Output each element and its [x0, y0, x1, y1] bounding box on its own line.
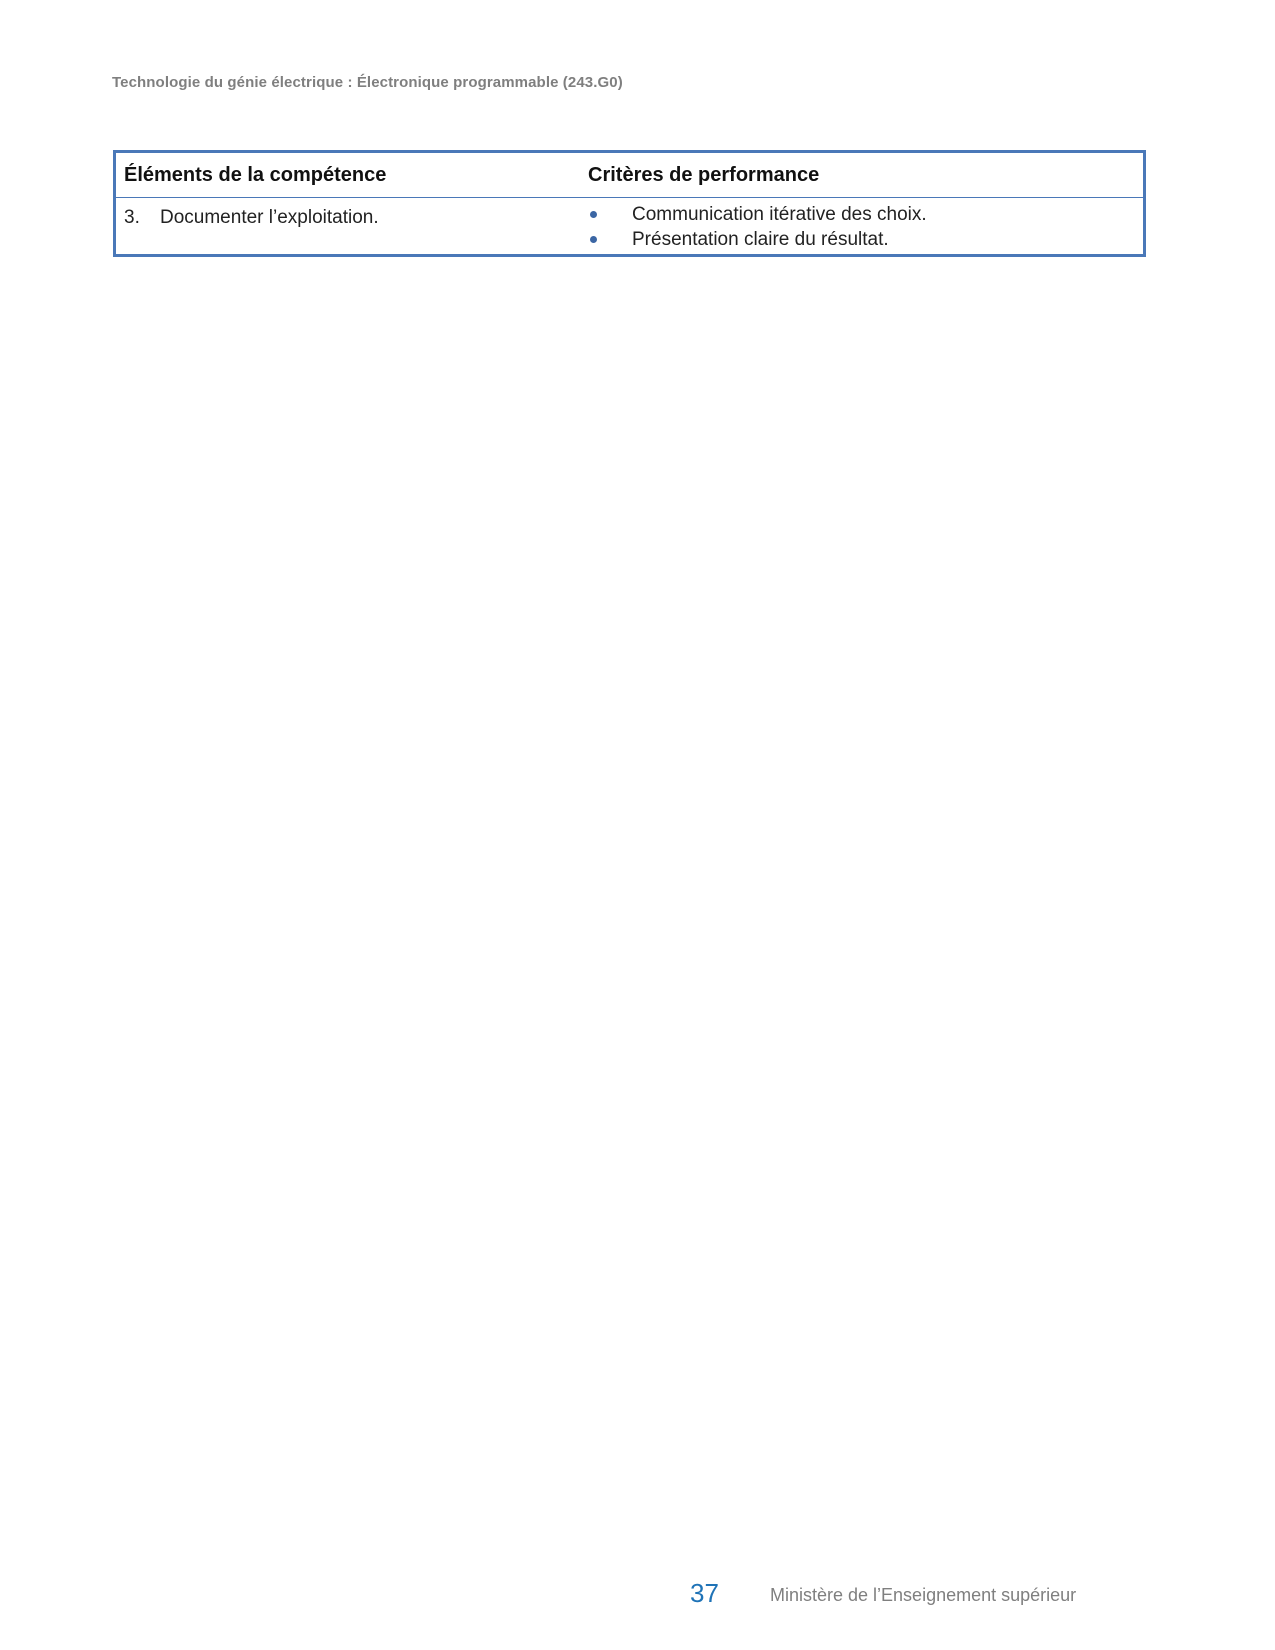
table-row: [116, 198, 1143, 254]
page-number: 37: [690, 1578, 719, 1608]
bullet-icon: [590, 211, 597, 218]
bullet-icon: [590, 236, 597, 243]
criteria-item: [588, 202, 1143, 227]
element-text: Documenter l’exploitation.: [160, 207, 379, 228]
table-header-row: [116, 153, 1143, 198]
column-header-criteria: Critères de performance: [588, 164, 820, 186]
criteria-cell: [588, 198, 1143, 254]
running-header: Technologie du génie électrique : Électronique programmable (243.G0): [112, 74, 623, 91]
element-number: 3.: [124, 207, 140, 228]
criteria-list: [588, 198, 1143, 252]
competence-table: [113, 150, 1146, 257]
element-cell: [116, 198, 588, 254]
footer-ministry: Ministère de l’Enseignement supérieur: [770, 1585, 1077, 1605]
element-item: [124, 198, 588, 229]
column-header-elements: Éléments de la compétence: [124, 164, 387, 186]
criteria-text: Communication itérative des choix.: [632, 203, 927, 225]
criteria-text: Présentation claire du résultat.: [632, 228, 889, 250]
criteria-item: [588, 227, 1143, 252]
